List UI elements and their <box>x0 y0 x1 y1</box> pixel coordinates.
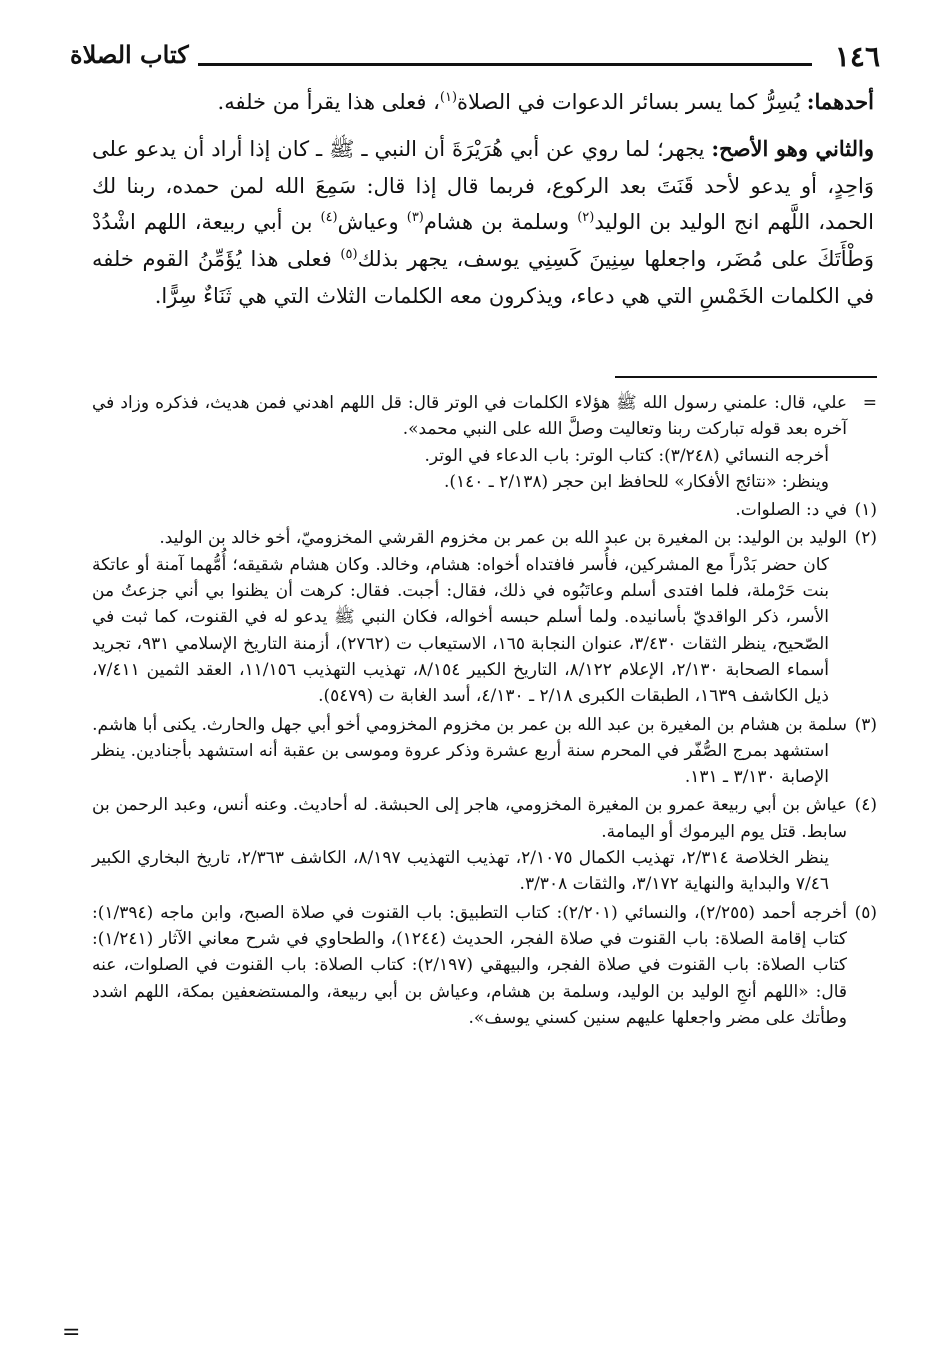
footnote-line: وينظر: «نتائج الأفكار» للحافظ ابن حجر (٢/١٣٨ ـ ١٤٠). <box>443 471 829 492</box>
footnote-line: عياش بن أبي ربيعة عمرو بن المغيرة المخزومي، هاجر إلى الحبشة. له أحاديث. وعنه أنس، وعبد الرحمن بن سابط. قتل يوم اليرموك أو اليمامة. <box>92 795 847 842</box>
paragraph-text: يجهر؛ لما روي عن أبي هُرَيْرَةَ أن النبي ـ ﷺ ـ كان إذا أراد أن يدعو على وَاحِدٍ، أو يدعو لأحد قَنَتَ بعد الركوع، فربما قال إذا قال: سَمِعَ الله لمن حمده، ربنا لك الحمد، اللَّهم انج الوليد بن الوليد <box>92 136 874 235</box>
footnote-line: علي، قال: علمني رسول الله ﷺ هؤلاء الكلمات في الوتر قال: قل اللهم اهدني فمن هديث، فذكره وزاد في آخره بعد قوله تباركت ربنا وتعاليت وصلَّ الله على النبي محمد». <box>92 393 847 440</box>
running-title: كتاب الصلاة <box>70 40 189 69</box>
paragraph-lead: والثاني وهو الأصح: <box>711 135 875 161</box>
footnote-number: (٣) <box>854 714 877 735</box>
footnote-number: (٤) <box>854 795 877 816</box>
paragraph-text: يُسِرُّ كما يسر بسائر الدعوات في الصلاة <box>457 90 807 114</box>
paragraph-text: بن أبي ربيعة، اللهم اشْدُدْ وَطْأَتَكَ على مُضَر، واجعلها سِنِينَ كَسِنِي يوسف، يجهر بذلك <box>92 210 875 272</box>
footnote-line: استشهد بمرج الصُّفّر في المحرم سنة أربع عشرة وذكر عروة وموسى بن عقبة أنه استشهد بأجنادين. ينظر الإصابة ٣/١٣٠ ـ ١٣١. <box>92 740 829 788</box>
main-paragraph <box>92 131 874 315</box>
footnote <box>92 712 877 791</box>
header-rule <box>198 63 812 66</box>
footnote-line: ينظر الخلاصة ٢/٣١٤، تهذيب الكمال ٢/١٠٧٥، تهذيب التهذيب ٨/١٩٧، الكاشف ٢/٣٦٣، تاريخ البخاري الكبير ٧/٤٦ والبداية والنهاية ٣/١٧٢، والثقات ٣/٣٠٨. <box>92 848 829 895</box>
footnote <box>92 390 877 495</box>
paragraph-text: وسلمة بن هشام <box>423 210 578 235</box>
footnote-separator <box>615 376 877 378</box>
footnote-number: = <box>862 393 877 413</box>
footnote-line: في د: الصلوات. <box>735 500 847 521</box>
footnote-number: (١) <box>854 500 877 521</box>
page-number: ١٤٦ <box>834 40 880 73</box>
paragraph-text: وعياش <box>337 210 407 235</box>
footnote-ref: (٥) <box>340 247 358 263</box>
footnotes-section <box>92 390 877 1033</box>
footnote-ref: (٣) <box>406 210 424 226</box>
footnote-line: الوليد بن الوليد: بن المغيرة بن عبد الله بن عمر بن مخزوم القرشي المخزوميّ، أخو خالد بن الوليد. <box>159 528 847 549</box>
footnote-line: سلمة بن هشام بن المغيرة بن عبد الله بن عمر بن مخزوم المخزومي أخو أبي جهل والحارث. يكنى أبا هاشم. <box>92 714 847 735</box>
footnote-number: (٥) <box>854 902 877 923</box>
page-header <box>70 38 880 78</box>
footnote-number: (٢) <box>854 528 877 549</box>
footnote-line: أخرجه أحمد (٢/٢٥٥)، والنسائي (٢/٢٠١): كتاب التطبيق: باب القنوت في صلاة الصبح، وابن ماجه (١/٣٩٤): كتاب إقامة الصلاة: باب القنوت في صلاة الفجر، الحديث (١٢٤٤)، والطحاوي في شرح معاني الآثار (١/٢٤١): كتاب الصلاة: باب القنوت في صلاة الفجر، والبيهقي (٢/١٩٧): كتاب الصلاة: باب القنوت في الصلوات، عنه قال: «اللهم أنجِ الوليد بن الوليد، وسلمة بن هشام، وعياش بن أبي ربيعة، والمستضعفين بمكة، اللهم اشدد وطأتك على مضر واجعلها عليهم سنين كسني يوسف». <box>92 902 847 1028</box>
footnote-ref: (٢) <box>577 210 595 226</box>
footnote <box>92 792 877 897</box>
footnote <box>92 525 877 709</box>
footnote-line: أخرجه النسائي (٣/٢٤٨): كتاب الوتر: باب الدعاء في الوتر. <box>424 445 829 466</box>
paragraph-text: فعلى هذا يُؤَمِّنُ القوم خلفه في الكلمات الخَمْسِ التي هي دعاء، ويذكرون معه الكلمات الثلاث التي هي ثَنَاءٌ سِرًّا. <box>92 247 874 308</box>
footnote-ref: (٤) <box>320 210 338 226</box>
main-paragraph <box>92 84 874 121</box>
main-text <box>92 84 874 325</box>
footnote <box>92 497 877 523</box>
paragraph-text: ، فعلى هذا يقرأ من خلفه. <box>217 90 440 114</box>
continuation-mark: = <box>62 1320 81 1345</box>
footnote-ref: (١) <box>439 90 458 105</box>
footnote <box>92 900 877 1031</box>
footnote-line: كان حضر بَدْراً مع المشركين، فأُسر فافتداه أخواه: هشام، وخالد. وكان هشام شقيقه؛ أُمُّهما آمنة أو عاتكة بنت حَرْملة، فلما افتدى أسلم وعاتَبُوه في ذلك، فقال: أجبت. فقال: كرهت أن يظنوا بي أني جزعتُ من الأسر، ذكر الواقديّ بأسانيده. ولما أسلم حبسه أخواله، فكان النبي ﷺ يدعو له في القنوت، كما ثبت في الصّحيح، ينظر الثقات ٣/٤٣٠، عنوان النجابة ١٦٥، الاستيعاب ت (٢٧٦٢)، أزمنة التاريخ الإسلامي ٩٣١، تجريد أسماء الصحابة ٢/١٣٠، الإعلام ٨/١٢٢، التاريخ الكبير ٨/١٥٤، تهذيب التهذيب ١١/١٥٦، العقد الثمين ٧/٤١١، ذيل الكاشف ١٦٣٩، الطبقات الكبرى ٢/١٨ ـ ٤/١٣٠، أسد الغابة ت (٥٤٧٩). <box>92 554 829 707</box>
paragraph-lead: أحدهما: <box>806 89 874 114</box>
